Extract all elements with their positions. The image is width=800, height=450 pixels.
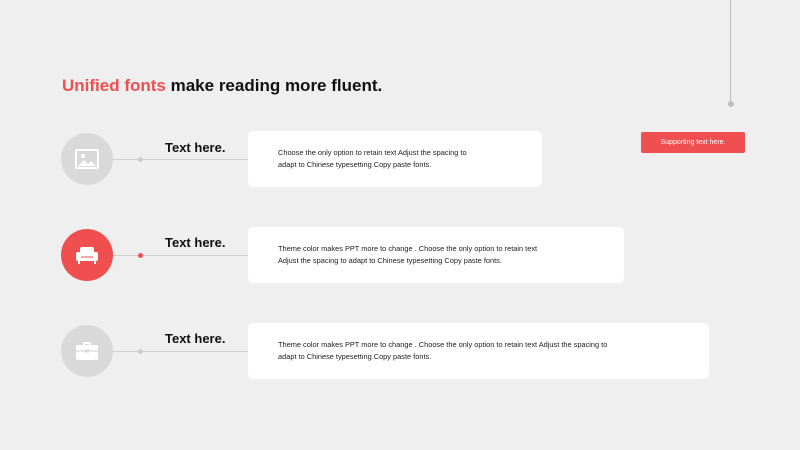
row-title: Text here. — [165, 331, 226, 346]
card-text — [278, 339, 607, 363]
description-card — [248, 323, 709, 379]
briefcase-icon-circle[interactable] — [61, 325, 113, 377]
supporting-text-button[interactable]: Supporting text here. — [641, 132, 745, 153]
row-title: Text here. — [165, 235, 226, 250]
card-text-line: Theme color makes PPT more to change . Choose the only option to retain text Adjust the spacing to — [278, 340, 608, 349]
page-title — [62, 76, 382, 96]
sofa-icon-circle[interactable] — [61, 229, 113, 281]
title-accent: Unified fonts — [62, 76, 166, 95]
sofa-icon — [75, 246, 99, 264]
connector-dot — [138, 157, 143, 162]
decorative-line-dot — [728, 101, 734, 107]
connector-line — [113, 255, 248, 256]
description-card — [248, 227, 624, 283]
description-card — [248, 131, 542, 187]
connector-dot — [138, 349, 143, 354]
title-rest: make reading more fluent. — [165, 76, 383, 95]
connector-dot-active — [138, 253, 143, 258]
card-text-line: Choose the only option to retain text Adjust the spacing to — [278, 148, 467, 157]
image-icon-circle[interactable] — [61, 133, 113, 185]
briefcase-icon — [75, 341, 99, 361]
connector-line — [113, 351, 248, 352]
connector-line — [113, 159, 248, 160]
card-text-line: Theme color makes PPT more to change . Choose the only option to retain text — [278, 244, 538, 253]
card-text — [278, 243, 537, 267]
card-text — [278, 147, 467, 171]
decorative-vertical-line — [730, 0, 731, 103]
row-title: Text here. — [165, 140, 226, 155]
card-text-line: adapt to Chinese typesetting Copy paste fonts. — [278, 352, 432, 361]
card-text-line: adapt to Chinese typesetting Copy paste fonts. — [278, 160, 432, 169]
image-icon — [75, 149, 99, 169]
card-text-line: Adjust the spacing to adapt to Chinese typesetting Copy paste fonts. — [278, 256, 502, 265]
